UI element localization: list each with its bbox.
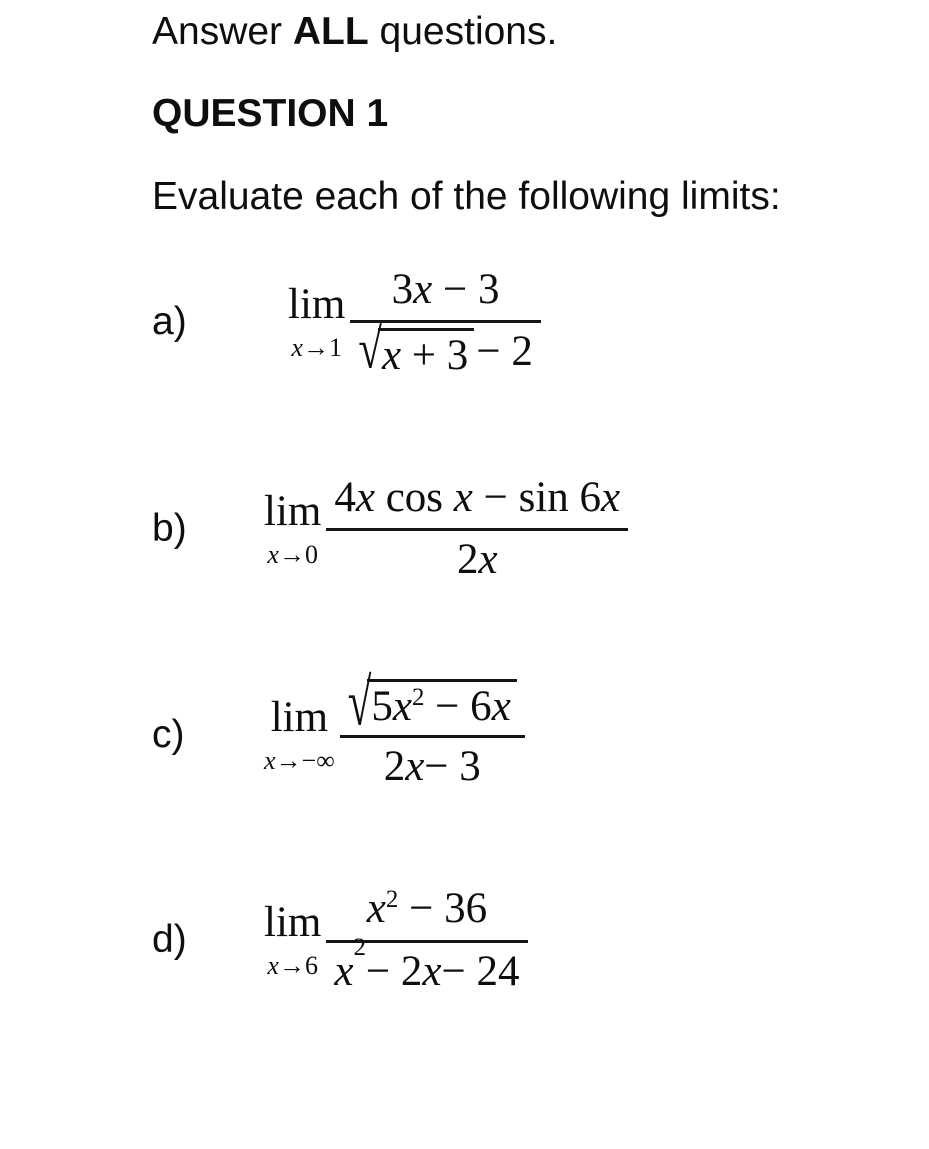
lim-word: lim — [288, 281, 346, 329]
fraction-denominator — [350, 320, 540, 379]
problem-b-label: b) — [152, 506, 187, 550]
fraction — [340, 667, 525, 791]
limit-approach: x→−∞ — [264, 745, 335, 775]
limit-approach: x→0 — [267, 539, 318, 569]
lim-word: lim — [264, 487, 322, 535]
problem-c-expression — [264, 667, 525, 791]
instruction-suffix: questions. — [368, 10, 558, 53]
instruction-prefix: Answer — [152, 10, 293, 53]
limit-operator — [288, 283, 345, 361]
problem-c — [152, 667, 929, 791]
limit-operator — [264, 901, 321, 979]
limit-operator — [264, 487, 322, 569]
instruction-line — [152, 10, 929, 55]
fraction-numerator — [340, 667, 525, 740]
fraction-numerator: 4x cos x − sin 6x — [334, 474, 621, 522]
fraction — [326, 474, 628, 584]
fraction-numerator: $x^2 - 36$ — [366, 885, 488, 933]
fraction-denominator: x 2 − 2 x − 24 — [326, 940, 527, 995]
prompt-text: Evaluate each of the following limits: — [152, 174, 781, 218]
fraction — [326, 885, 527, 995]
question-title: QUESTION 1 — [152, 91, 389, 135]
fraction-numerator: 3x − 3 — [391, 265, 500, 313]
problem-c-label: c) — [152, 712, 185, 756]
problem-b-expression — [264, 474, 628, 584]
instruction-emphasis: ALL — [292, 10, 369, 53]
limit-approach: x→6 — [267, 951, 318, 981]
problem-b — [152, 474, 929, 584]
problem-a-label: a) — [152, 300, 187, 344]
radicand: x + 3 — [378, 328, 474, 379]
fraction — [350, 266, 540, 380]
problem-d — [152, 885, 929, 995]
square-root — [358, 318, 474, 381]
problem-d-label: d) — [152, 918, 187, 962]
problem-a-expression — [288, 266, 541, 380]
radical-sign-icon: √ — [347, 667, 372, 740]
limit-operator — [264, 693, 335, 775]
lim-word: lim — [264, 899, 322, 947]
fraction-denominator: 2 x — [326, 528, 628, 583]
radical-sign-icon: √ — [358, 318, 382, 381]
radicand: $5x^2 - 6x$ — [367, 679, 516, 730]
problem-a — [152, 266, 929, 380]
fraction-denominator: 2 x − 3 — [340, 735, 525, 790]
square-root — [347, 667, 517, 740]
denominator-tail: − 2 — [476, 327, 533, 375]
problem-d-expression — [264, 885, 528, 995]
limit-approach: x→1 — [291, 333, 342, 363]
lim-word: lim — [270, 693, 329, 741]
